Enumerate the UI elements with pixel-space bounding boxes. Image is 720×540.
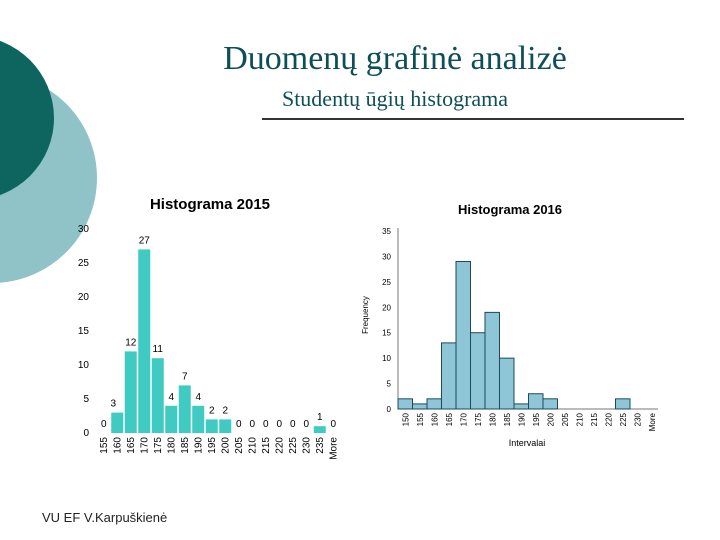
chart-2015-data-label: 27 <box>138 235 150 247</box>
chart-2016-bar <box>514 404 529 409</box>
chart-2015-y-tick-label: 10 <box>77 360 89 371</box>
chart-2015-x-tick-label: 200 <box>220 437 232 454</box>
chart-2016-x-tick-label: 205 <box>560 413 570 427</box>
chart-2016-x-tick-label: 180 <box>488 413 498 427</box>
chart-2015-data-label: 2 <box>222 405 229 417</box>
chart-2015-x-tick-label: 190 <box>193 437 205 454</box>
chart-2016-y-tick-label: 30 <box>382 252 391 262</box>
chart-2015-data-label: 11 <box>152 344 163 356</box>
chart-2015-y-tick-label: 30 <box>77 224 89 235</box>
chart-2015-data-label: 7 <box>181 371 188 383</box>
chart-2016-x-tick-label: 215 <box>589 413 599 427</box>
chart-2015-x-tick-label: 175 <box>152 437 164 454</box>
chart-2015-x-tick-label: 215 <box>260 437 272 454</box>
chart-2015-data-label: 0 <box>289 419 296 430</box>
chart-2016-bar <box>456 262 471 409</box>
chart-2016-x-tick-label: 230 <box>633 413 643 427</box>
chart-2016-x-tick-label: 195 <box>531 413 541 427</box>
chart-2015-data-label: 1 <box>316 412 323 424</box>
chart-2016-x-tick-label: 190 <box>517 413 527 427</box>
chart-2015-data-label: 0 <box>249 419 256 430</box>
chart-2016-y-tick-label: 25 <box>382 277 391 287</box>
chart-2015-data-label: 0 <box>235 419 242 430</box>
chart-2016-y-tick-label: 10 <box>382 354 391 364</box>
chart-2016-bar <box>616 399 631 409</box>
chart-2016-bar <box>543 399 558 409</box>
chart-2016-bar <box>500 358 515 409</box>
chart-2015-data-label: 0 <box>100 419 107 430</box>
chart-2016-bar <box>529 394 544 409</box>
chart-2016-x-tick-label: 185 <box>502 413 512 427</box>
chart-2016-bar <box>413 404 428 409</box>
chart-2015-x-tick-label: 165 <box>125 437 137 454</box>
chart-2015-x-tick-label: 220 <box>274 437 286 454</box>
chart-2015-data-label: 2 <box>208 405 215 417</box>
chart-2016-bar <box>398 399 413 409</box>
chart-2016-bar <box>442 343 457 409</box>
chart-2015-x-tick-label: 185 <box>179 437 191 454</box>
chart-2015-x-tick-label: 230 <box>301 437 313 454</box>
chart-2016-x-tick-label: 225 <box>618 413 628 427</box>
chart-2015-x-tick-label: 155 <box>98 437 110 454</box>
chart-2015-y-tick-label: 0 <box>83 428 89 439</box>
chart-2016-x-tick-label: 170 <box>459 413 469 427</box>
chart-2015-x-tick-label: 210 <box>247 437 259 454</box>
chart-2015-y-tick-label: 5 <box>83 394 89 405</box>
chart-2015-x-tick-label: 160 <box>112 437 124 454</box>
chart-2015-data-label: 4 <box>195 391 202 403</box>
chart-2016-y-tick-label: 5 <box>386 379 391 389</box>
chart-2016-y-axis-label: Frequency <box>361 296 370 334</box>
slide-subtitle: Studentų ūgių histograma <box>281 86 509 111</box>
chart-2015-title: Histograma 2015 <box>149 196 271 213</box>
chart-2015-x-tick-label: 205 <box>233 437 245 454</box>
chart-2016-x-tick-label: 200 <box>546 413 556 427</box>
chart-2016-x-axis-label: Intervalai <box>508 438 546 448</box>
chart-2015-x-tick-label: 195 <box>206 437 218 454</box>
slide-footer: VU EF V.Karpuškienė <box>42 510 168 525</box>
chart-2016-bar <box>471 333 486 409</box>
chart-2016-x-tick-label: 155 <box>415 413 425 427</box>
chart-2015-data-label: 0 <box>330 419 337 430</box>
chart-2015-data-label: 0 <box>262 419 269 430</box>
chart-2015-x-tick-label: More <box>328 437 340 460</box>
chart-2016-x-tick-label: 220 <box>604 413 614 427</box>
chart-2015-x-tick-label: 180 <box>166 437 178 454</box>
chart-2016-x-tick-label: 210 <box>575 413 585 427</box>
chart-2016-x-tick-label: More <box>647 413 657 432</box>
chart-2016-title: Histograma 2016 <box>457 202 563 217</box>
chart-2016-x-tick-label: 165 <box>444 413 454 427</box>
chart-2015-x-tick-label: 235 <box>314 437 326 454</box>
chart-2015-data-label: 3 <box>110 398 117 410</box>
chart-2015-data-label: 12 <box>125 337 137 349</box>
chart-2016-y-tick-label: 20 <box>382 303 391 313</box>
chart-2015-y-tick-label: 20 <box>77 292 89 303</box>
chart-2016-bar <box>427 399 442 409</box>
chart-2016-x-tick-label: 150 <box>401 413 411 427</box>
chart-2015-data-label: 4 <box>168 391 175 403</box>
chart-2016-x-tick-label: 160 <box>430 413 440 427</box>
chart-2015-x-tick-label: 170 <box>139 437 151 454</box>
chart-2015-x-tick-label: 225 <box>287 437 299 454</box>
chart-2015-y-tick-label: 25 <box>77 258 89 269</box>
chart-2015-data-label: 0 <box>276 419 283 430</box>
slide-title: Duomenų grafinė analizė <box>223 40 567 77</box>
chart-2016-y-tick-label: 0 <box>386 405 391 414</box>
chart-2016-x-tick-label: 175 <box>473 413 483 427</box>
chart-2015-data-label: 0 <box>303 419 310 430</box>
chart-2016-y-tick-label: 15 <box>382 328 391 338</box>
chart-2016-bar <box>485 312 500 409</box>
chart-2016-y-tick-label: 35 <box>382 227 391 236</box>
chart-2015-y-tick-label: 15 <box>77 326 89 337</box>
